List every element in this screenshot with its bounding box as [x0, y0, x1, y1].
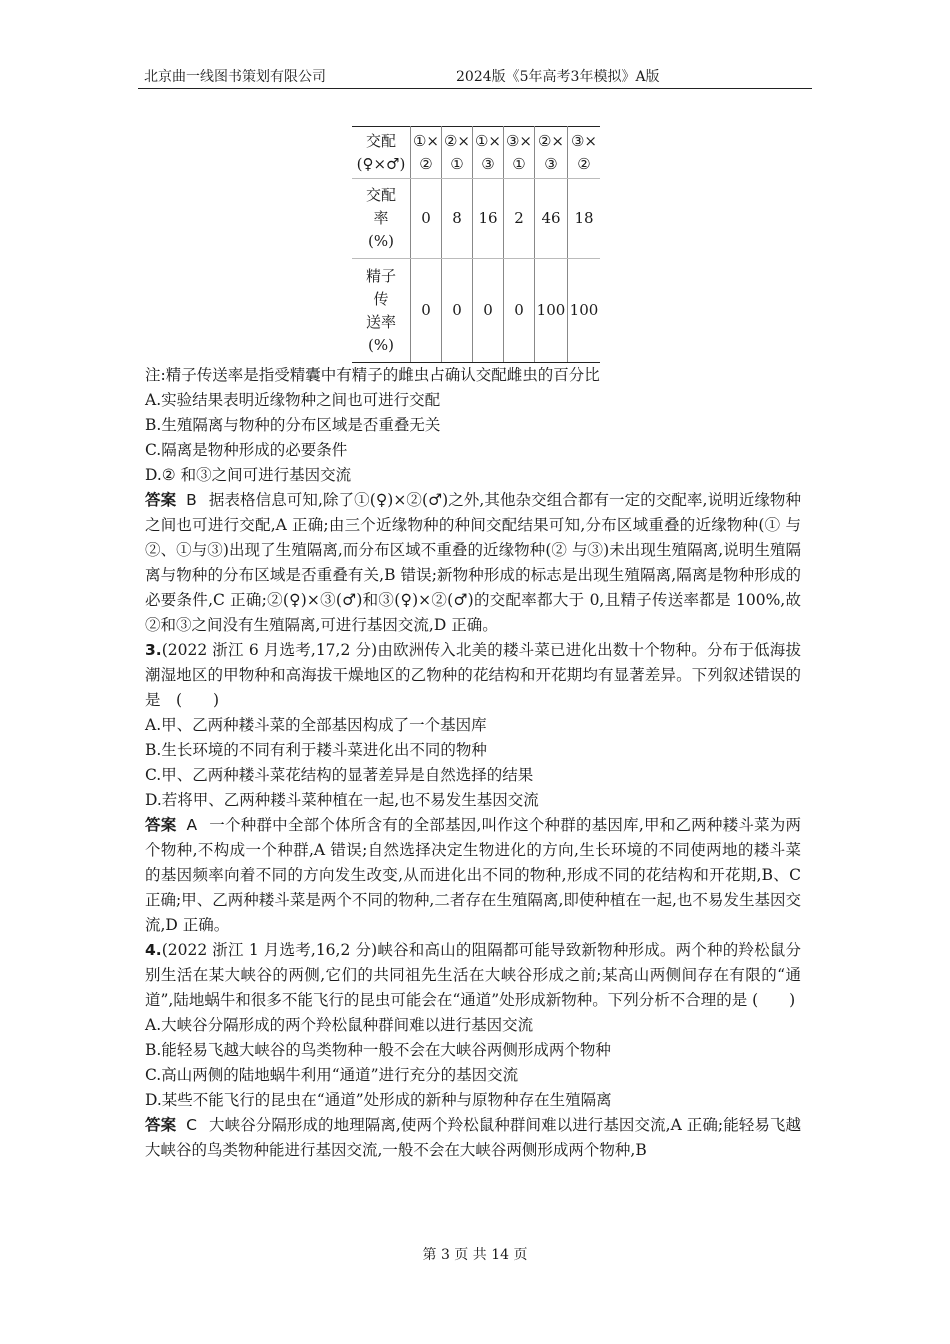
cross-cell: ③× ② — [568, 127, 601, 179]
mating-rate-cell: 18 — [568, 179, 601, 259]
question-stem: 由欧洲传入北美的耧斗菜已进化出数十个物种。分布于低海拔潮湿地区的甲物种和高海拔干燥地区的乙物种的花结构和开花期均有显著差异。下列叙述错误的是 ( ) — [145, 641, 801, 709]
question-number: 3. — [145, 641, 162, 659]
page-header — [138, 66, 812, 89]
answer-label: 答案 — [145, 816, 177, 834]
option-c: C.高山两侧的陆地蜗牛利用“通道”进行充分的基因交流 — [145, 1066, 519, 1084]
cross-cell: ②× ① — [442, 127, 473, 179]
answer-explanation: 大峡谷分隔形成的地理隔离,使两个羚松鼠种群间难以进行基因交流,A 正确;能轻易飞越大峡谷的鸟类物种能进行基因交流,一般不会在大峡谷两侧形成两个物种,B — [145, 1116, 801, 1159]
sperm-rate-cell: 0 — [473, 259, 504, 363]
table-row — [352, 259, 600, 363]
answer-letter: C — [186, 1116, 197, 1134]
table-row — [352, 127, 600, 179]
row-header-mating-rate: 交配 率 (%) — [352, 179, 411, 259]
answer-letter: B — [186, 491, 197, 509]
option-d: D.某些不能飞行的昆虫在“通道”处形成的新种与原物种存在生殖隔离 — [145, 1091, 612, 1109]
cross-cell: ③× ① — [504, 127, 535, 179]
mating-rate-cell: 0 — [411, 179, 442, 259]
page-content — [145, 363, 801, 1163]
option-d: D.② 和③之间可进行基因交流 — [145, 466, 352, 484]
page-number: 第 3 页 共 14 页 — [422, 1247, 528, 1263]
mating-rate-cell: 16 — [473, 179, 504, 259]
sperm-rate-cell: 0 — [504, 259, 535, 363]
answer-block — [145, 1113, 801, 1163]
answer-label: 答案 — [145, 1116, 177, 1134]
book-title: 2024版《5年高考3年模拟》A版 — [456, 69, 660, 85]
answer-block — [145, 488, 801, 638]
answer-explanation: 一个种群中全部个体所含有的全部基因,叫作这个种群的基因库,甲和乙两种耧斗菜为两个物种,不构成一个种群,A 错误;自然选择决定生物进化的方向,生长环境的不同使两地的耧斗菜的基因频率向着不同的方向发生改变,从而进化出不同的物种,形成不同的花结构和开花期,B、C 正确;甲、乙两种耧斗菜是两个不同的物种,二者存在生殖隔离,即使种植在一起,也不易发生基因交流,D 正确。 — [145, 816, 801, 934]
option-a: A.实验结果表明近缘物种之间也可进行交配 — [145, 391, 441, 409]
option-d: D.若将甲、乙两种耧斗菜种植在一起,也不易发生基因交流 — [145, 791, 539, 809]
option-c: C.甲、乙两种耧斗菜花结构的显著差异是自然选择的结果 — [145, 766, 534, 784]
sperm-rate-cell: 100 — [535, 259, 568, 363]
option-a: A.甲、乙两种耧斗菜的全部基因构成了一个基因库 — [145, 716, 487, 734]
mating-rate-cell: 2 — [504, 179, 535, 259]
publisher-name: 北京曲一线图书策划有限公司 — [144, 69, 326, 85]
answer-label: 答案 — [145, 491, 177, 509]
row-header-sperm-rate: 精子 传 送率 (%) — [352, 259, 411, 363]
option-c: C.隔离是物种形成的必要条件 — [145, 441, 348, 459]
cross-cell: ①× ② — [411, 127, 442, 179]
page-footer — [0, 1244, 950, 1264]
mating-rate-cell: 46 — [535, 179, 568, 259]
option-b: B.生殖隔离与物种的分布区域是否重叠无关 — [145, 416, 441, 434]
answer-explanation: 据表格信息可知,除了①(♀)×②(♂)之外,其他杂交组合都有一定的交配率,说明近缘物种之间也可进行交配,A 正确;由三个近缘物种的种间交配结果可知,分布区域重叠的近缘物种(① 与②、①与③)出现了生殖隔离,而分布区域不重叠的近缘物种(② 与③)未出现生殖隔离,说明生殖隔离与物种的分布区域是否重叠有关,B 错误;新物种形成的标志是出现生殖隔离,隔离是物种形成的必要条件,C 正确;②(♀)×③(♂)和③(♀)×②(♂)的交配率都大于 0,且精子传送率都是 100%,故②和③之间没有生殖隔离,可进行基因交流,D 正确。 — [145, 491, 801, 634]
row-header-cross: 交配 (♀×♂) — [352, 127, 411, 179]
sperm-rate-cell: 100 — [568, 259, 601, 363]
option-a: A.大峡谷分隔形成的两个羚松鼠种群间难以进行基因交流 — [145, 1016, 534, 1034]
question-number: 4. — [145, 941, 162, 959]
answer-letter: A — [186, 816, 198, 834]
question-3 — [145, 638, 801, 713]
option-b: B.生长环境的不同有利于耧斗菜进化出不同的物种 — [145, 741, 487, 759]
table-note: 注:精子传送率是指受精囊中有精子的雌虫占确认交配雌虫的百分比 — [145, 366, 600, 384]
option-b: B.能轻易飞越大峡谷的鸟类物种一般不会在大峡谷两侧形成两个物种 — [145, 1041, 611, 1059]
answer-block — [145, 813, 801, 938]
cross-cell: ①× ③ — [473, 127, 504, 179]
sperm-rate-cell: 0 — [442, 259, 473, 363]
cross-cell: ②× ③ — [535, 127, 568, 179]
question-stem: 峡谷和高山的阻隔都可能导致新物种形成。两个种的羚松鼠分别生活在某大峡谷的两侧,它们的共同祖先生活在大峡谷形成之前;某高山两侧间存在有限的“通道”,陆地蜗牛和很多不能飞行的昆虫可能会在“通道”处形成新物种。下列分析不合理的是 ( ) — [145, 941, 801, 1009]
question-4 — [145, 938, 801, 1013]
question-source: (2022 浙江 1 月选考,16,2 分) — [161, 941, 378, 959]
question-source: (2022 浙江 6 月选考,17,2 分) — [161, 641, 378, 659]
table-row — [352, 179, 600, 259]
mating-rate-cell: 8 — [442, 179, 473, 259]
sperm-rate-cell: 0 — [411, 259, 442, 363]
mating-results-table — [352, 126, 600, 363]
